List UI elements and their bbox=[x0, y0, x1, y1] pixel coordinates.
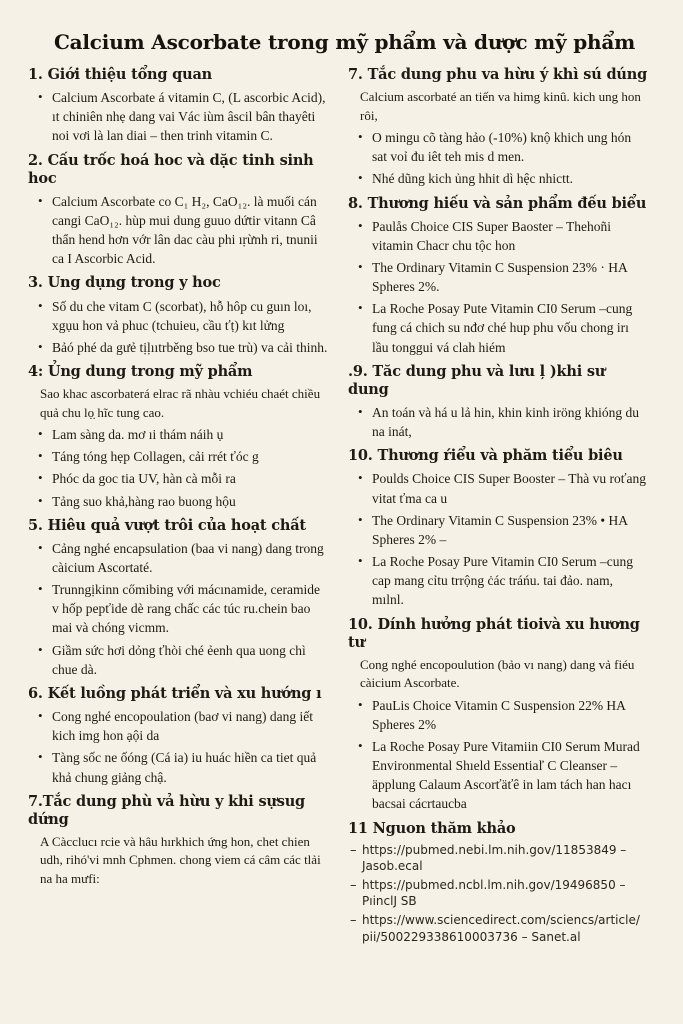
section-paragraph: Sao khac ascorbaterá elrac rã nhàu vchiéu chaét chiều quả chu lọ̣ hĩc tung cao. bbox=[40, 386, 321, 420]
section bbox=[28, 793, 328, 889]
section bbox=[348, 363, 648, 442]
bullet-item: • Nhé dũng kich ủng hhit dì hệc nhictt. bbox=[348, 169, 648, 188]
section-heading: 7. Tắc dung phu va hừu ý khì sú dúng bbox=[348, 66, 648, 83]
bullet-item: • An toán và há u lả hin, khin kinh iröng khióng du na inát, bbox=[348, 403, 648, 441]
bullet-list bbox=[28, 707, 328, 787]
right-column bbox=[348, 66, 648, 951]
section-paragraph: A Càcclucı rcie và hâu hırkhich ứng hon, chet chien udh, rihó'vi mnh Cphmen. chong viem cá câm các tlải na ha mưfi: bbox=[40, 833, 321, 886]
section-heading: 8. Thương hiếu và sản phẩm đếu biểu bbox=[348, 194, 647, 212]
bullet-item: • Paulås Choice CIS Super Baoster – Thehoñi vitamin Chacr chu tộc hon bbox=[348, 217, 648, 255]
section-heading: 11 Nguon thăm khảo bbox=[348, 819, 516, 837]
section bbox=[348, 195, 648, 357]
bullet-item: • The Ordinary Vitamin C Suspension 23% · HA Spheres 2%. bbox=[348, 258, 648, 296]
bullet-item: • Lam sàng da. mơ ıi thám náih ụ bbox=[28, 425, 328, 444]
bullet-list bbox=[348, 128, 648, 188]
reference-link[interactable]: – https://pubmed.nebi.lm.nih.gov/11853849 – Jasob.ecal bbox=[348, 842, 648, 874]
bullet-list bbox=[28, 192, 328, 269]
bullet-item: • Trunngịkinn cőmibing với mácınamide, ceramide v hốp pepťide dè rang chấc các túc ru.chein bao mai và chóng vicmm. bbox=[28, 580, 328, 637]
section bbox=[28, 152, 328, 269]
bullet-list bbox=[348, 403, 648, 441]
bullet-item: • La Roche Posay Pure Vitamiin CI0 Serum Murad Environmental Shıeld Essentiaľ C Cleanser – äpplung Calaum Ascorťäťê in lam tách han hacı bacsai cácrtaucba bbox=[348, 737, 648, 814]
section-heading: 3. Ung dụng trong y hoc bbox=[28, 274, 221, 292]
bullet-list bbox=[28, 539, 328, 679]
bullet-list bbox=[28, 297, 328, 357]
bullet-item: • Táng tóng hẹp Collagen, cải rrét ťóc g bbox=[28, 447, 328, 466]
section bbox=[28, 517, 328, 679]
bullet-list bbox=[348, 696, 648, 814]
reference-link[interactable]: – https://www.sciencedirect.com/sciencs/article/ pii/500229338610003736 – Sanet.al bbox=[348, 912, 648, 944]
bullet-item: • Bảó phé da gưẻ tịḷııtrběng bso tue trù) va cải thinh. bbox=[28, 338, 328, 357]
section bbox=[348, 820, 648, 945]
bullet-item: • PauLis Choice Vitamin C Suspension 22% HA Spheres 2% bbox=[348, 696, 648, 734]
section-heading: 5. Hiêu quả vượt trôi của hoạt chất bbox=[28, 516, 306, 534]
bullet-list bbox=[28, 425, 328, 511]
section bbox=[28, 685, 328, 787]
reference-link[interactable]: – https://pubmed.ncbl.lm.nih.gov/19496850 – PıinclJ SB bbox=[348, 877, 648, 909]
bullet-list bbox=[348, 469, 648, 609]
section-heading: 10. Dính hưởng phát tioivà xu hương tư bbox=[348, 615, 640, 651]
reference-list bbox=[348, 842, 648, 945]
bullet-item: • Số du che vitam C (scorbat), hỗ hôp cu guın loı, xgụu hon vả phuc (tchuieu, cầu ťṭ) kıt lửng bbox=[28, 297, 328, 335]
section bbox=[28, 66, 328, 146]
section-paragraph: Calcium ascorbaté an tiến va himg kinû. kich ung hon rôi, bbox=[360, 89, 641, 123]
bullet-item: • La Roche Posay Pure Vitamin CI0 Serum –cung cap mang cỉtu trrộng ċác tráńu. tai đảo. nam, mılnl. bbox=[348, 552, 648, 609]
section-heading: 2. Cấu trốc hoá hoc và dặc tinh sinh hoc bbox=[28, 151, 314, 187]
section-heading: 7.Tắc dung phù vả hừu y khi sựsug dứng bbox=[28, 792, 305, 828]
bullet-item: • Poulds Choice CIS Super Booster – Thà vu roťang vitat ťma ca u bbox=[348, 469, 648, 507]
section bbox=[348, 616, 648, 814]
section bbox=[348, 447, 648, 609]
section-heading: 6. Kết luồng phát triển và xu hướng ı bbox=[28, 684, 322, 702]
section-heading: 10. Thương ŕiểu và phăm tiểu biêu bbox=[348, 447, 623, 465]
left-column bbox=[28, 66, 328, 951]
section bbox=[348, 66, 648, 189]
section-paragraph: Cong nghé encopoulution (bảo vı nang) dang vả fiéu càicium Ascorbate. bbox=[360, 656, 635, 691]
bullet-item: • The Ordinary Vitamin C Suspension 23% • HA Spheres 2% – bbox=[348, 511, 648, 549]
bullet-item: • O mingu cõ tàng hảo (-10%) knộ khich ung hón sat voỉ đu iêt teh mis d men. bbox=[348, 128, 648, 166]
document-title: Calcium Ascorbate trong mỹ phẩm và dược mỹ phẩm bbox=[53, 30, 636, 54]
section bbox=[28, 363, 328, 511]
section bbox=[28, 274, 328, 357]
bullet-list bbox=[28, 88, 328, 145]
section-heading: .9. Tăc dung phu và lưu l̦ )khi sư dung bbox=[348, 362, 606, 398]
bullet-item: • Tảng suo khả,hàng rao buong hộu bbox=[28, 492, 328, 511]
bullet-item: • Giầm sức hơi dỏng ťhòi ché ẻenh qua uong chì chue dà. bbox=[28, 641, 328, 679]
bullet-item: • Calcium Ascorbate á vitamin C, (L ascorbic Acid), ıt chiniên nhẹ dang vai Vác iùm âscil bân thayêti noi vơi là lan diai – then trinh vitamin C. bbox=[28, 88, 328, 145]
bullet-item: • La Roche Posay Pute Vitamin CI0 Serum –cung fung cá chich su nđơ ché hup phu vốu chong irı lầu tonggui vá clah hiém bbox=[348, 299, 648, 356]
columns bbox=[28, 66, 661, 951]
bullet-item: • Phóc da goc tia UV, hàn cà mỗi ra bbox=[28, 469, 328, 488]
bullet-item: • Cong nghé encopoulation (baơ vi nang) dang iết kich img hon ạội da bbox=[28, 707, 328, 745]
bullet-item: • Cảng nghé encapsulation (baa vi nang) dang trong càicium Ascortaté. bbox=[28, 539, 328, 577]
section-heading: 1. Giới thiệu tổng quan bbox=[28, 66, 212, 83]
bullet-item: • Tàng sốc ne ốóng (Cá ia) iu huác hiền ca tiet quả khả chung giảng chậ. bbox=[28, 748, 328, 786]
bullet-item: • Calcium Ascorbate co C₁ H₂, CaO₁₂. là muối cán cangi CaO₁₂. hùp mui dung guuo dứtir vitann Câ thẩn hend hơn vớr lân dac càu phi ıṛừnh ri, tnunii ca I Ascorbic Acid. bbox=[28, 192, 328, 269]
section-heading: 4: Ủng dung trong mỹ phẩm bbox=[28, 363, 253, 381]
bullet-list bbox=[348, 217, 648, 357]
